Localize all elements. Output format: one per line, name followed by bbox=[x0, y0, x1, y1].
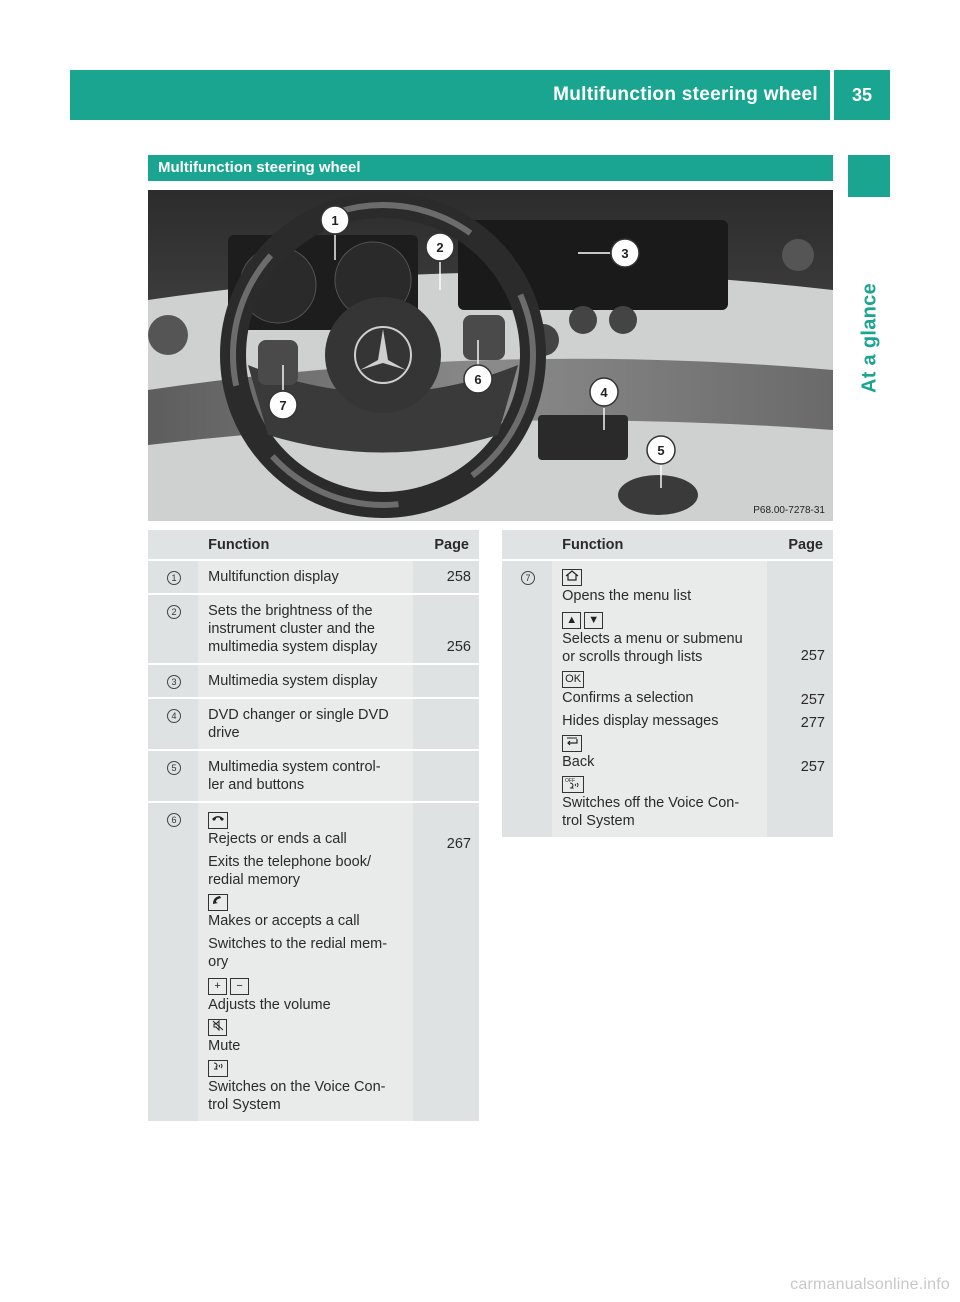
item-number: 1 bbox=[167, 571, 181, 585]
page-ref: 256 bbox=[446, 639, 471, 655]
col-page: Page bbox=[413, 530, 479, 560]
item-number: 6 bbox=[167, 813, 181, 827]
voice-control-off-icon bbox=[562, 776, 584, 793]
col-function: Function bbox=[198, 530, 413, 560]
svg-text:3: 3 bbox=[621, 246, 629, 261]
svg-text:1: 1 bbox=[331, 213, 339, 228]
svg-text:2: 2 bbox=[436, 240, 444, 255]
item-number: 3 bbox=[167, 675, 181, 689]
item-number: 2 bbox=[167, 605, 181, 619]
ok-key-icon: OK bbox=[562, 671, 584, 688]
side-tab-marker bbox=[848, 155, 890, 197]
left-function-table bbox=[148, 530, 479, 1123]
side-tab-label: At a glance bbox=[858, 283, 881, 393]
callout-5 bbox=[647, 436, 675, 464]
page-number: 35 bbox=[834, 70, 890, 120]
steering-wheel-photo bbox=[148, 190, 833, 521]
callout-2 bbox=[426, 233, 454, 261]
page-ref: 267 bbox=[446, 836, 471, 852]
page-ref: 277 bbox=[800, 715, 825, 731]
item-number: 5 bbox=[167, 761, 181, 775]
table-row: 6 Rejects or ends a call Exits the telephone book/ redial memory Makes or accepts a call Switches to the redial mem- ory + − Adjusts the volume Mute Switches on the Voice Con- trol System 267 bbox=[148, 802, 479, 1122]
col-function: Function bbox=[552, 530, 767, 560]
volume-up-icon: + bbox=[208, 978, 227, 995]
home-icon bbox=[562, 569, 582, 586]
right-function-table bbox=[502, 530, 833, 839]
header-title: Multifunction steering wheel bbox=[553, 84, 818, 105]
end-call-icon bbox=[208, 812, 228, 829]
item-number: 7 bbox=[521, 571, 535, 585]
down-arrow-icon: ▼ bbox=[584, 612, 603, 629]
back-icon bbox=[562, 735, 582, 752]
callout-4 bbox=[590, 378, 618, 406]
col-page: Page bbox=[767, 530, 833, 560]
callout-1 bbox=[321, 206, 349, 234]
callout-6 bbox=[464, 365, 492, 393]
header-band bbox=[70, 70, 830, 120]
table-row: 2 Sets the brightness of the instrument cluster and the multimedia system display 256 bbox=[148, 594, 479, 664]
svg-text:5: 5 bbox=[657, 443, 665, 458]
svg-text:OFF: OFF bbox=[565, 778, 576, 784]
item-number: 4 bbox=[167, 709, 181, 723]
callout-7 bbox=[269, 391, 297, 419]
table-row: 4 DVD changer or single DVD drive bbox=[148, 698, 479, 750]
page-ref: 258 bbox=[446, 569, 471, 585]
voice-control-icon bbox=[208, 1060, 228, 1077]
figure-ref-code: P68.00-7278-31 bbox=[753, 505, 825, 516]
watermark: carmanualsonline.info bbox=[790, 1276, 950, 1293]
svg-text:4: 4 bbox=[600, 385, 608, 400]
table-row: 5 Multimedia system control- ler and buttons bbox=[148, 750, 479, 802]
page-ref: 257 bbox=[800, 648, 825, 664]
table-row: 1 Multifunction display 258 bbox=[148, 560, 479, 594]
page-ref: 257 bbox=[800, 759, 825, 775]
page-ref: 257 bbox=[800, 692, 825, 708]
table-row: 7 Opens the menu list ▲ ▼ Selects a menu or submenu or scrolls through lists OK Confirms a selection Hides display messages Back OFF Switches off the Voice Con- trol System 257 257 277 257 bbox=[502, 560, 833, 838]
up-arrow-icon: ▲ bbox=[562, 612, 581, 629]
cockpit-illustration bbox=[148, 190, 833, 521]
mute-icon bbox=[208, 1019, 227, 1036]
volume-down-icon: − bbox=[230, 978, 249, 995]
table-row: 3 Multimedia system display bbox=[148, 664, 479, 698]
section-title: Multifunction steering wheel bbox=[148, 155, 833, 181]
svg-text:6: 6 bbox=[474, 372, 482, 387]
svg-text:7: 7 bbox=[279, 398, 287, 413]
callout-3 bbox=[611, 239, 639, 267]
accept-call-icon bbox=[208, 894, 228, 911]
